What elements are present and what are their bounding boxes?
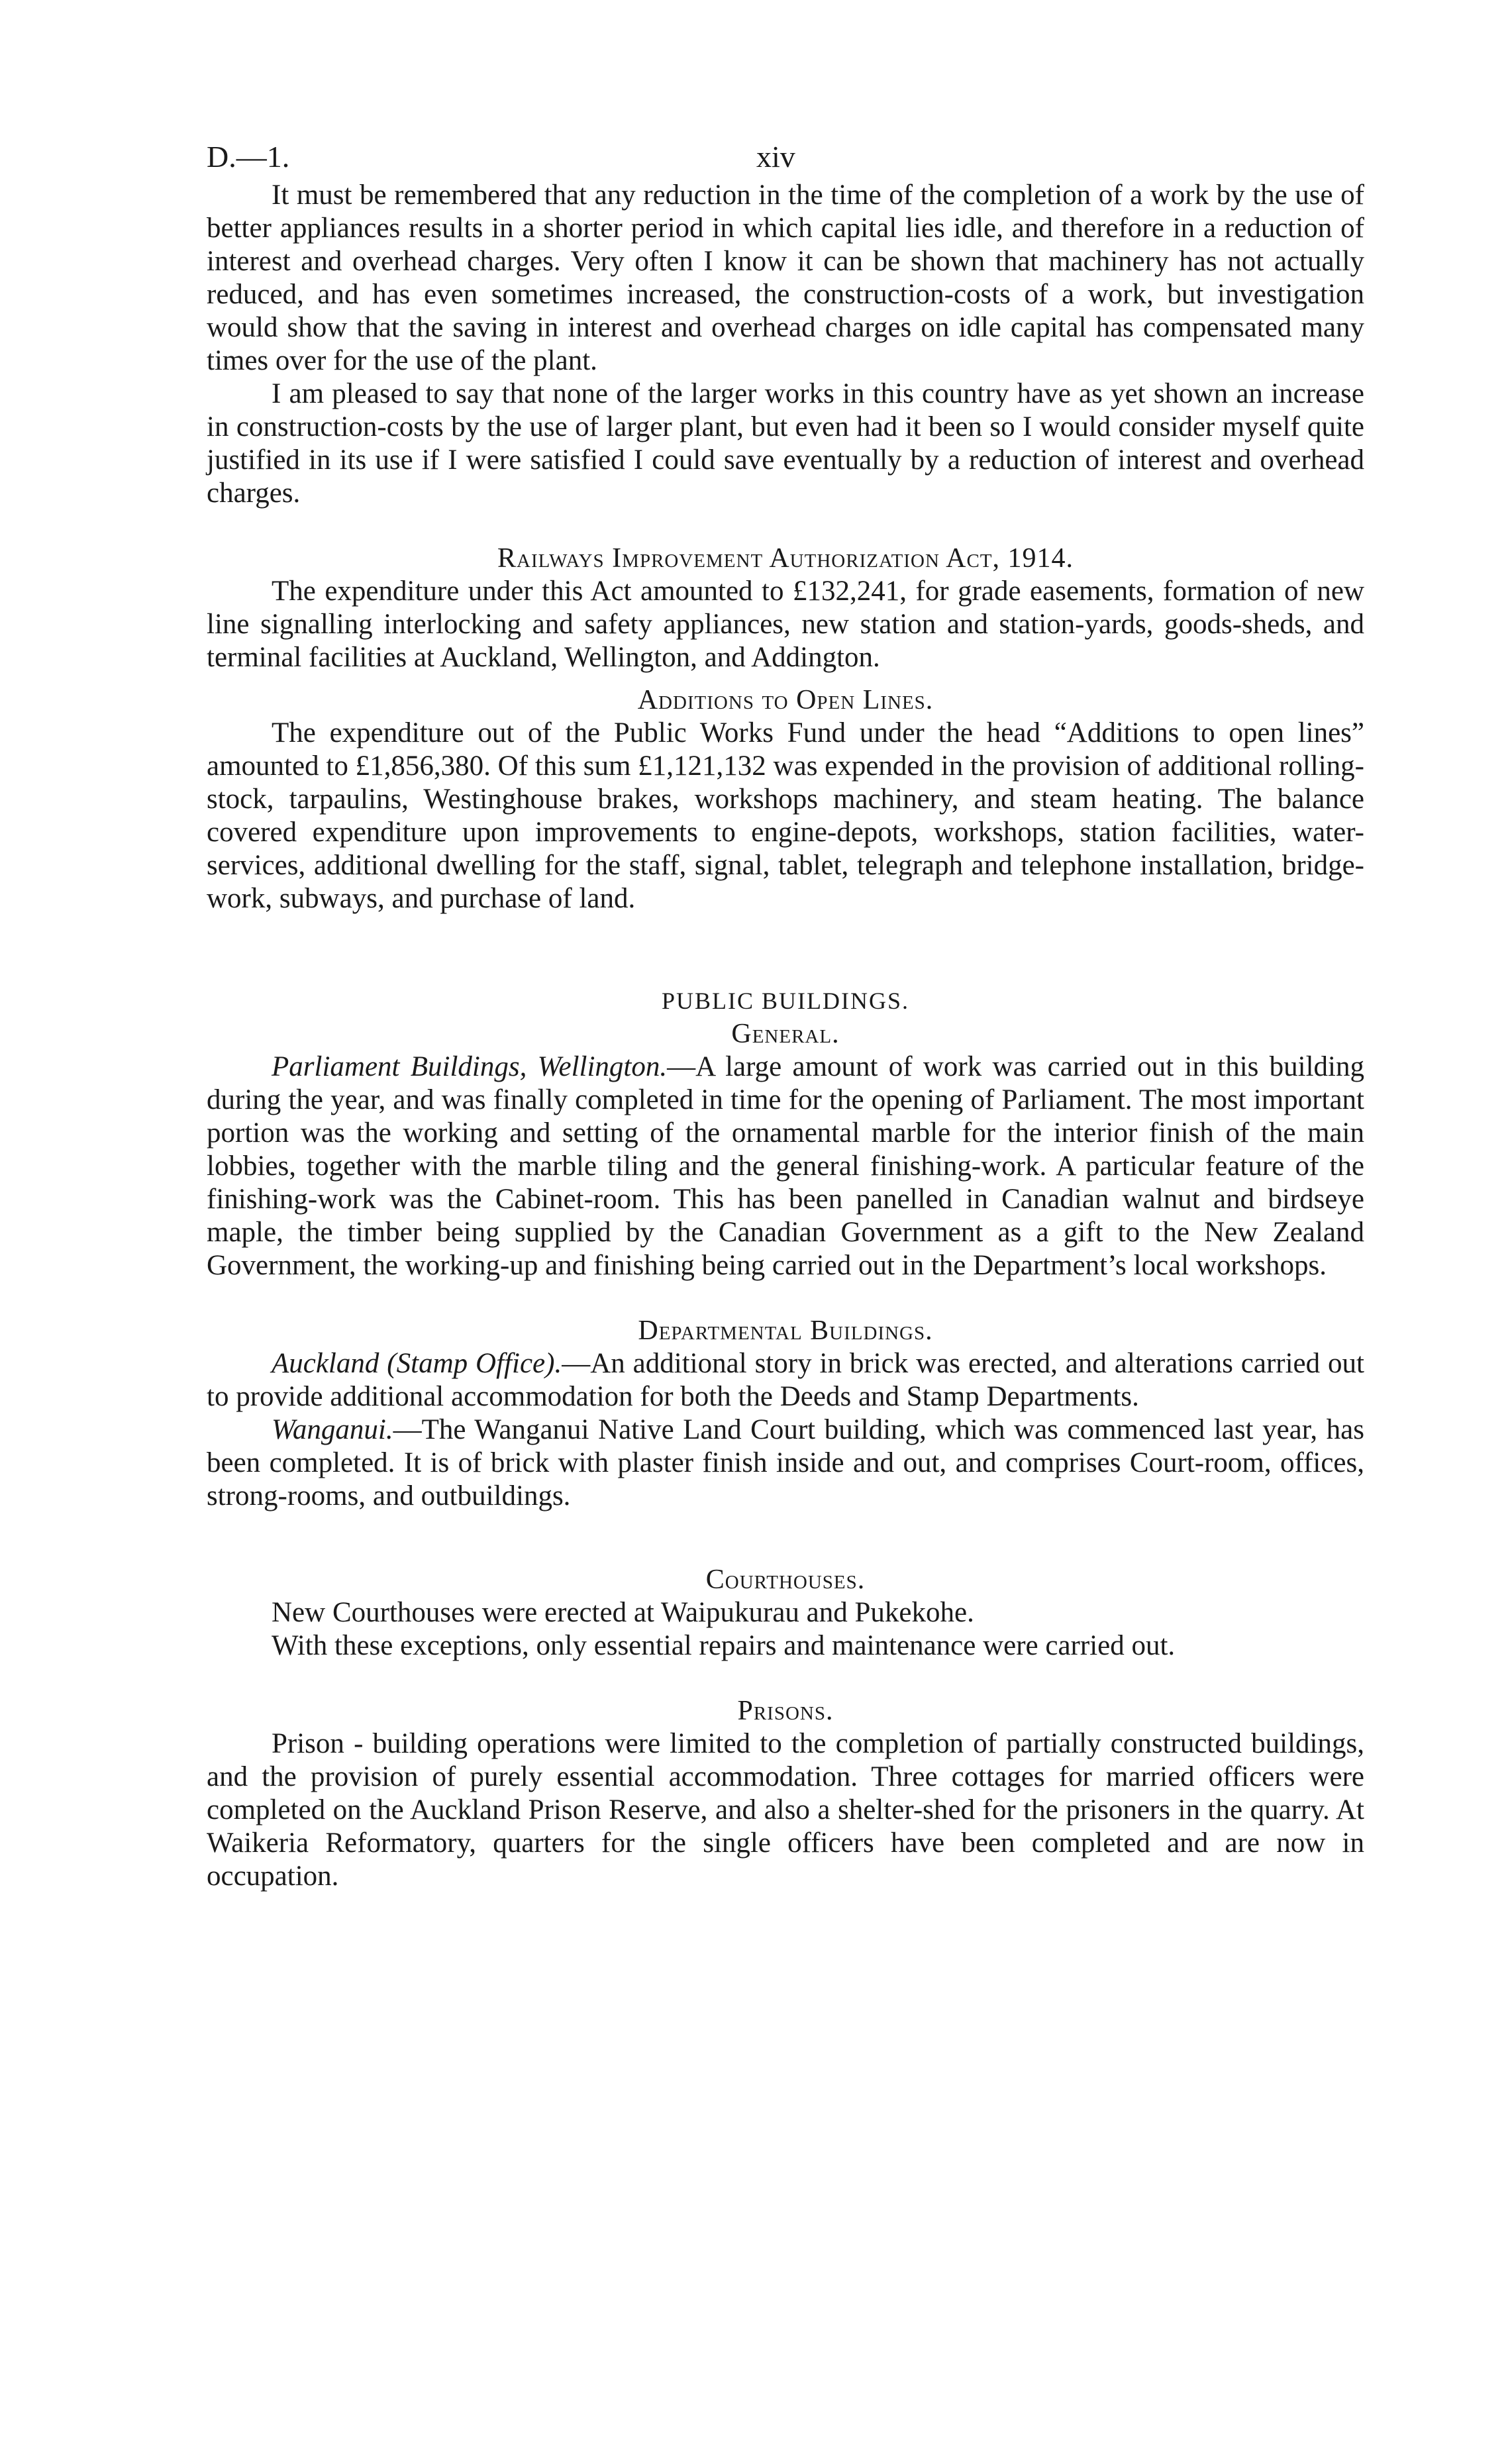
courthouses-paragraph: With these exceptions, only essential repairs and maintenance were carried out. [272, 1630, 1176, 1661]
parliament-buildings-text: —A large amount of work was carried out in this building during the year, and was finally completed in time for the opening of Parliament. The most important portion was the working and setting of the ornamental marble for the interior finish of the main lobbies, together with the marble tiling and the general finishing-work. A particular feature of the finishing-work was the Cabinet-room. This has been panelled in Canadian walnut and birdseye maple, the timber being supplied by the Canadian Government as a gift to the New Zealand Government, the working-up and finishing being carried out in the Department’s local workshops. [207, 1051, 1364, 1281]
parliament-buildings-lead: Parliament Buildings, Wellington. [272, 1051, 668, 1082]
document-reference: D.—1. [207, 140, 290, 174]
departmental-buildings-heading: Departmental Buildings. [638, 1315, 933, 1346]
page-number: xiv [756, 140, 795, 174]
open-lines-heading: Additions to Open Lines. [637, 685, 934, 715]
auckland-stamp-office-paragraph [207, 1347, 1364, 1413]
courthouses-heading: Courthouses. [705, 1565, 866, 1595]
courthouses-paragraph: New Courthouses were erected at Waipukurau and Pukekohe. [272, 1597, 974, 1628]
prisons-paragraph: Prison - building operations were limited to the completion of partially constructed buildings, and the provision of purely essential accommodation. Three cottages for married officers were completed on the Auckland Prison Reserve, and also a shelter-shed for the prisoners in the quarry. At Waikeria Reformatory, quarters for the single officers have been completed and are now in occupation. [207, 1728, 1364, 1892]
auckland-stamp-office-lead: Auckland (Stamp Office). [272, 1348, 562, 1379]
prisons-heading: Prisons. [737, 1696, 834, 1726]
running-head [207, 139, 1364, 179]
auckland-stamp-office-text: —An additional story in brick was erected, and alterations carried out to provide additional accommodation for both the Deeds and Stamp Departments. [207, 1348, 1364, 1412]
intro-paragraph: It must be remembered that any reduction in the time of the completion of a work by the use of better appliances results in a shorter period in which capital lies idle, and therefore in a reduction of interest and overhead charges. Very often I know it can be shown that machinery has not actually reduced, and has even sometimes increased, the construction-costs of a work, but investigation would show that the saving in interest and overhead charges on idle capital has compensated many times over for the use of the plant. [207, 180, 1364, 376]
wanganui-text: —The Wanganui Native Land Court building, which was commenced last year, has been completed. It is of brick with plaster finish inside and out, and comprises Court-room, offices, strong-rooms, and outbuildings. [207, 1414, 1364, 1512]
railways-act-heading: Railways Improvement Authorization Act, 1914. [497, 543, 1074, 574]
open-lines-paragraph: The expenditure out of the Public Works Fund under the head “Additions to open lines” amounted to £1,856,380. Of this sum £1,121,132 was expended in the provision of additional rolling-stock, tarpaulins, Westinghouse brakes, workshops machinery, and steam heating. The balance covered expenditure upon improvements to engine-depots, workshops, station facilities, water-services, additional dwelling for the staff, signal, tablet, telegraph and telephone installation, bridge-work, subways, and purchase of land. [207, 717, 1364, 914]
railways-act-paragraph: The expenditure under this Act amounted to £132,241, for grade easements, formation of new line signalling interlocking and safety appliances, new station and station-yards, goods-sheds, and terminal facilities at Auckland, Wellington, and Addington. [207, 576, 1364, 673]
page [207, 139, 1364, 1893]
parliament-buildings-paragraph [207, 1051, 1364, 1282]
public-buildings-heading: PUBLIC BUILDINGS. [661, 988, 909, 1014]
general-heading: General. [731, 1019, 840, 1049]
wanganui-paragraph [207, 1413, 1364, 1513]
intro-paragraph: I am pleased to say that none of the larger works in this country have as yet shown an increase in construction-costs by the use of larger plant, but even had it been so I would consider myself quite justified in its use if I were satisfied I could save eventually by a reduction of interest and overhead charges. [207, 378, 1364, 509]
wanganui-lead: Wanganui. [272, 1414, 393, 1445]
